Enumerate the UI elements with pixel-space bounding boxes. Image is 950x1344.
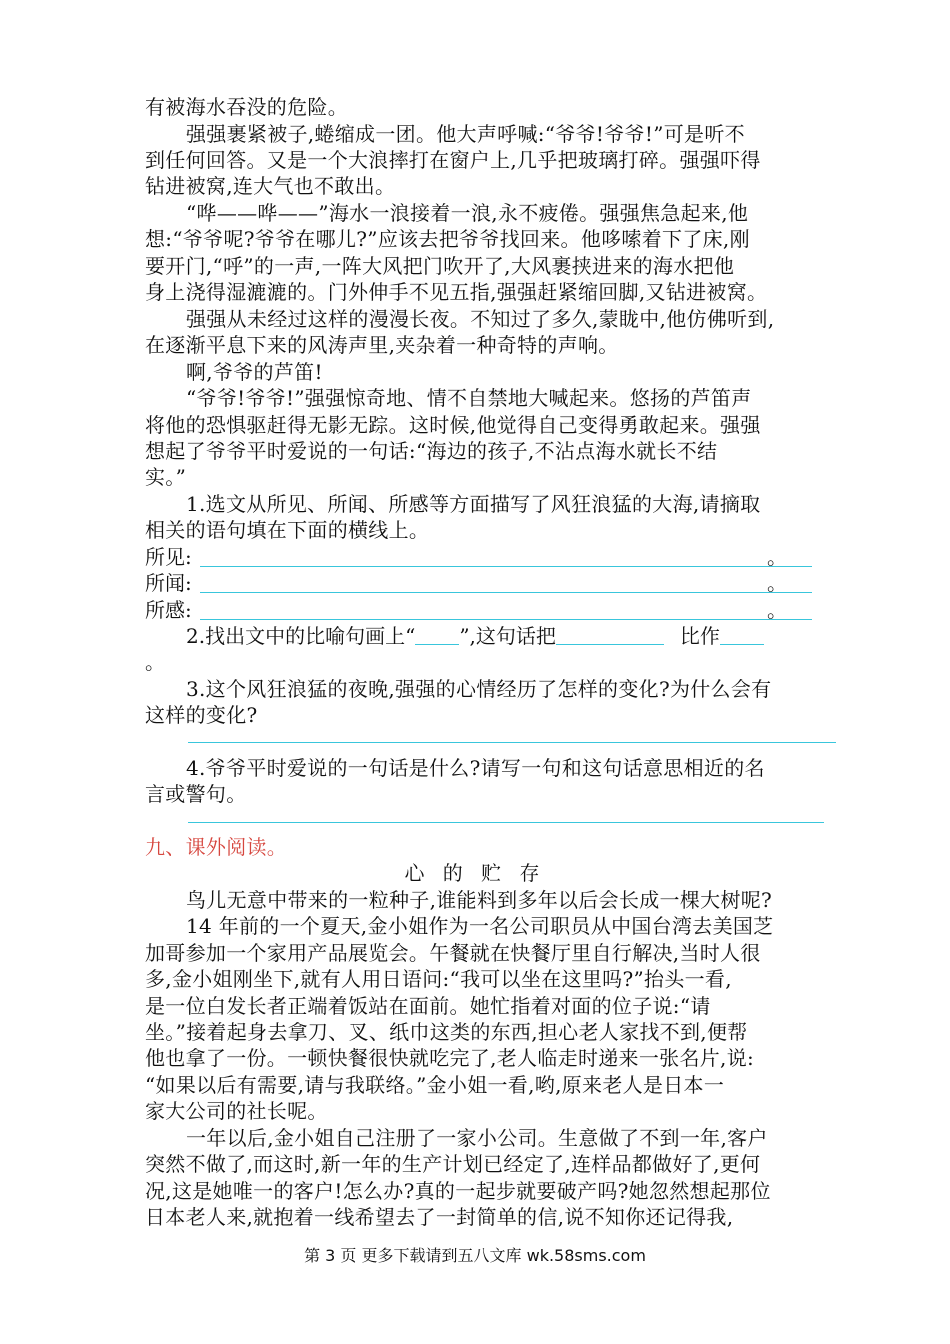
passage-line: 将他的恐惧驱赶得无影无踪。这时候,他觉得自己变得勇敢起来。强强 [145,413,761,437]
passage-line: 强强裹紧被子,蜷缩成一团。他大声呼喊:“爷爷!爷爷!”可是听不 [186,122,745,146]
question-4-text: 言或警句。 [145,782,247,806]
blank-compared-thing[interactable] [556,624,664,645]
period: 。 [767,598,787,622]
passage-line: 要开门,“呼”的一声,一阵大风把门吹开了,大风裹挟进来的海水把他 [145,254,735,278]
answer-line-q3[interactable] [188,742,836,743]
question-2-text: 2.找出文中的比喻句画上“ [186,624,416,648]
passage-line: 实。” [145,465,187,489]
passage-line: 钻进被窝,连大气也不敢出。 [145,174,396,198]
period: 。 [767,571,787,595]
question-1-text: 1.选文从所见、所闻、所感等方面描写了风狂浪猛的大海,请摘取 [186,492,761,516]
heard-label: 所闻: [145,571,192,595]
question-2-text: ”,这句话把 [459,624,556,648]
question-3-text: 3.这个风狂浪猛的夜晚,强强的心情经历了怎样的变化?为什么会有 [186,677,772,701]
article-line: 多,金小姐刚坐下,就有人用日语问:“我可以坐在这里吗?”抬头一看, [145,967,732,991]
passage-line: 想:“爷爷呢?爷爷在哪儿?”应该去把爷爷找回来。他哆嗦着下了床,刚 [145,227,750,251]
article-line: 况,这是她唯一的客户!怎么办?真的一起步就要破产吗?她忽然想起那位 [145,1179,771,1203]
article-line: “如果以后有需要,请与我联络。”金小姐一看,哟,原来老人是日本一 [145,1073,725,1097]
article-line: 家大公司的社长呢。 [145,1099,328,1123]
question-4-text: 4.爷爷平时爱说的一句话是什么?请写一句和这句话意思相近的名 [186,756,765,780]
article-title: 心 的 贮 存 [404,861,546,885]
passage-line: 强强从未经过这样的漫漫长夜。不知过了多久,蒙眬中,他仿佛听到, [186,307,775,331]
passage-line: “爷爷!爷爷!”强强惊奇地、情不自禁地大喊起来。悠扬的芦笛声 [186,386,752,410]
answer-line-q4[interactable] [188,822,824,823]
felt-label: 所感: [145,598,192,622]
seen-label: 所见: [145,545,192,569]
question-1-text: 相关的语句填在下面的横线上。 [145,518,430,542]
question-2 [186,623,826,649]
article-line: 14 年前的一个夏天,金小姐作为一名公司职员从中国台湾去美国芝 [186,914,774,938]
answer-row-heard [145,570,825,596]
blank-simile-mark[interactable] [415,624,459,645]
blank-compared-to[interactable] [720,624,764,645]
question-2-end: 。 [145,650,166,674]
article-line: 鸟儿无意中带来的一粒种子,谁能料到多年以后会长成一棵大树呢? [186,888,773,912]
article-line: 一年以后,金小姐自己注册了一家小公司。生意做了不到一年,客户 [186,1126,768,1150]
answer-line-heard[interactable] [200,592,812,593]
article-line: 日本老人来,就抱着一线希望去了一封简单的信,说不知你还记得我, [145,1205,734,1229]
section-heading: 九、课外阅读。 [145,835,288,859]
passage-line: 有被海水吞没的危险。 [145,95,348,119]
question-2-text: 比作 [679,624,720,648]
article-line: 坐。”接着起身去拿刀、叉、纸巾这类的东西,担心老人家找不到,便帮 [145,1020,748,1044]
article-line: 突然不做了,而这时,新一年的生产计划已经定了,连样品都做好了,更何 [145,1152,761,1176]
page-footer: 第 3 页 更多下载请到五八文库 wk.58sms.com [304,1246,646,1265]
passage-line: 想起了爷爷平时爱说的一句话:“海边的孩子,不沾点海水就长不结 [145,439,718,463]
passage-line: 到任何回答。又是一个大浪摔打在窗户上,几乎把玻璃打碎。强强吓得 [145,148,761,172]
passage-line: 啊,爷爷的芦笛! [186,360,323,384]
article-line: 他也拿了一份。一顿快餐很快就吃完了,老人临走时递来一张名片,说: [145,1046,755,1070]
period: 。 [767,545,787,569]
answer-line-seen[interactable] [200,566,812,567]
article-line: 加哥参加一个家用产品展览会。午餐就在快餐厅里自行解决,当时人很 [145,941,761,965]
passage-line: 身上浇得湿漉漉的。门外伸手不见五指,强强赶紧缩回脚,又钻进被窝。 [145,280,768,304]
passage-line: “哗——哗——”海水一浪接着一浪,永不疲倦。强强焦急起来,他 [186,201,749,225]
question-3-text: 这样的变化? [145,703,258,727]
question-2-row-inner [186,596,826,622]
answer-row-seen [145,544,825,570]
passage-line: 在逐渐平息下来的风涛声里,夹杂着一种奇特的声响。 [145,333,619,357]
article-line: 是一位白发长者正端着饭站在面前。她忙指着对面的位子说:“请 [145,994,711,1018]
